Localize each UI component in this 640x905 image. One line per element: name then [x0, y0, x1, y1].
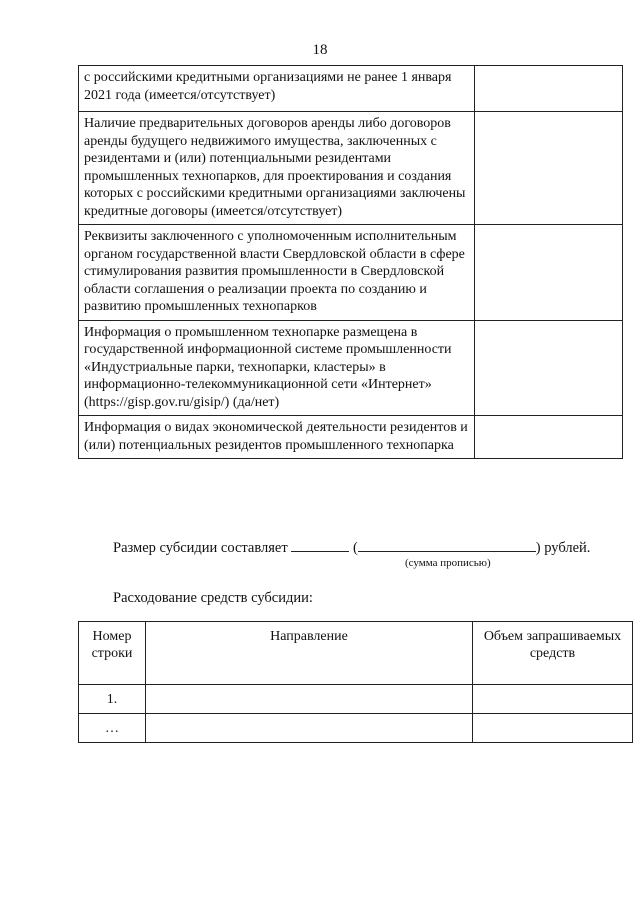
- cell-direction: [146, 714, 473, 743]
- row-value: [475, 320, 623, 416]
- subsidy-suffix: ) рублей.: [535, 540, 591, 556]
- page-number: 18: [312, 42, 328, 58]
- info-table: [78, 65, 623, 459]
- cell-row-number: …: [79, 714, 146, 743]
- subsidy-amount-field[interactable]: [291, 539, 349, 552]
- cell-direction: [146, 685, 473, 714]
- row-value: [475, 416, 623, 459]
- table-row: [79, 714, 633, 743]
- row-value: [475, 66, 623, 112]
- table-row: [79, 66, 623, 112]
- subsidy-amount-line: [113, 539, 590, 557]
- row-label: Информация о промышленном технопарке размещена в государственной информационной системе промышленности «Индустриальные парки, технопарки, кластеры» в информационно-телекоммуникационной сети «Интернет» (https://gisp.gov.ru/gisip/) (да/нет): [79, 320, 475, 416]
- spending-table: [78, 621, 633, 743]
- header-direction: Направление: [146, 622, 473, 685]
- row-label: Информация о видах экономической деятельности резидентов и (или) потенциальных резидентов промышленного технопарка: [79, 416, 475, 459]
- subsidy-hint: (сумма прописью): [405, 557, 491, 569]
- cell-volume: [473, 685, 633, 714]
- table-row: [79, 416, 623, 459]
- table-row: [79, 225, 623, 321]
- subsidy-amount-words-field[interactable]: [358, 539, 536, 552]
- spending-title: Расходование средств субсидии:: [113, 590, 313, 606]
- header-volume: Объем запрашиваемых средств: [473, 622, 633, 685]
- row-label: с российскими кредитными организациями не ранее 1 января 2021 года (имеется/отсутствует): [79, 66, 475, 112]
- table-row: [79, 112, 623, 225]
- cell-volume: [473, 714, 633, 743]
- table-row: [79, 685, 633, 714]
- subsidy-open-paren: (: [352, 540, 358, 556]
- subsidy-prefix: Размер субсидии составляет: [113, 540, 288, 556]
- row-value: [475, 225, 623, 321]
- table-header-row: [79, 622, 633, 685]
- table-row: [79, 320, 623, 416]
- row-label: Реквизиты заключенного с уполномоченным исполнительным органом государственной власти Свердловской области в сфере стимулирования развития промышленности в Свердловской области соглашения о реализации проекта по созданию и развитию промышленных технопарков: [79, 225, 475, 321]
- row-label: Наличие предварительных договоров аренды либо договоров аренды будущего недвижимого имущества, заключенных с резидентами и (или) потенциальными резидентами промышленных технопарков, для проектирования и создания которых с российскими кредитными организациями заключены кредитные договоры (имеется/отсутствует): [79, 112, 475, 225]
- row-value: [475, 112, 623, 225]
- cell-row-number: 1.: [79, 685, 146, 714]
- header-row-number: Номер строки: [79, 622, 146, 685]
